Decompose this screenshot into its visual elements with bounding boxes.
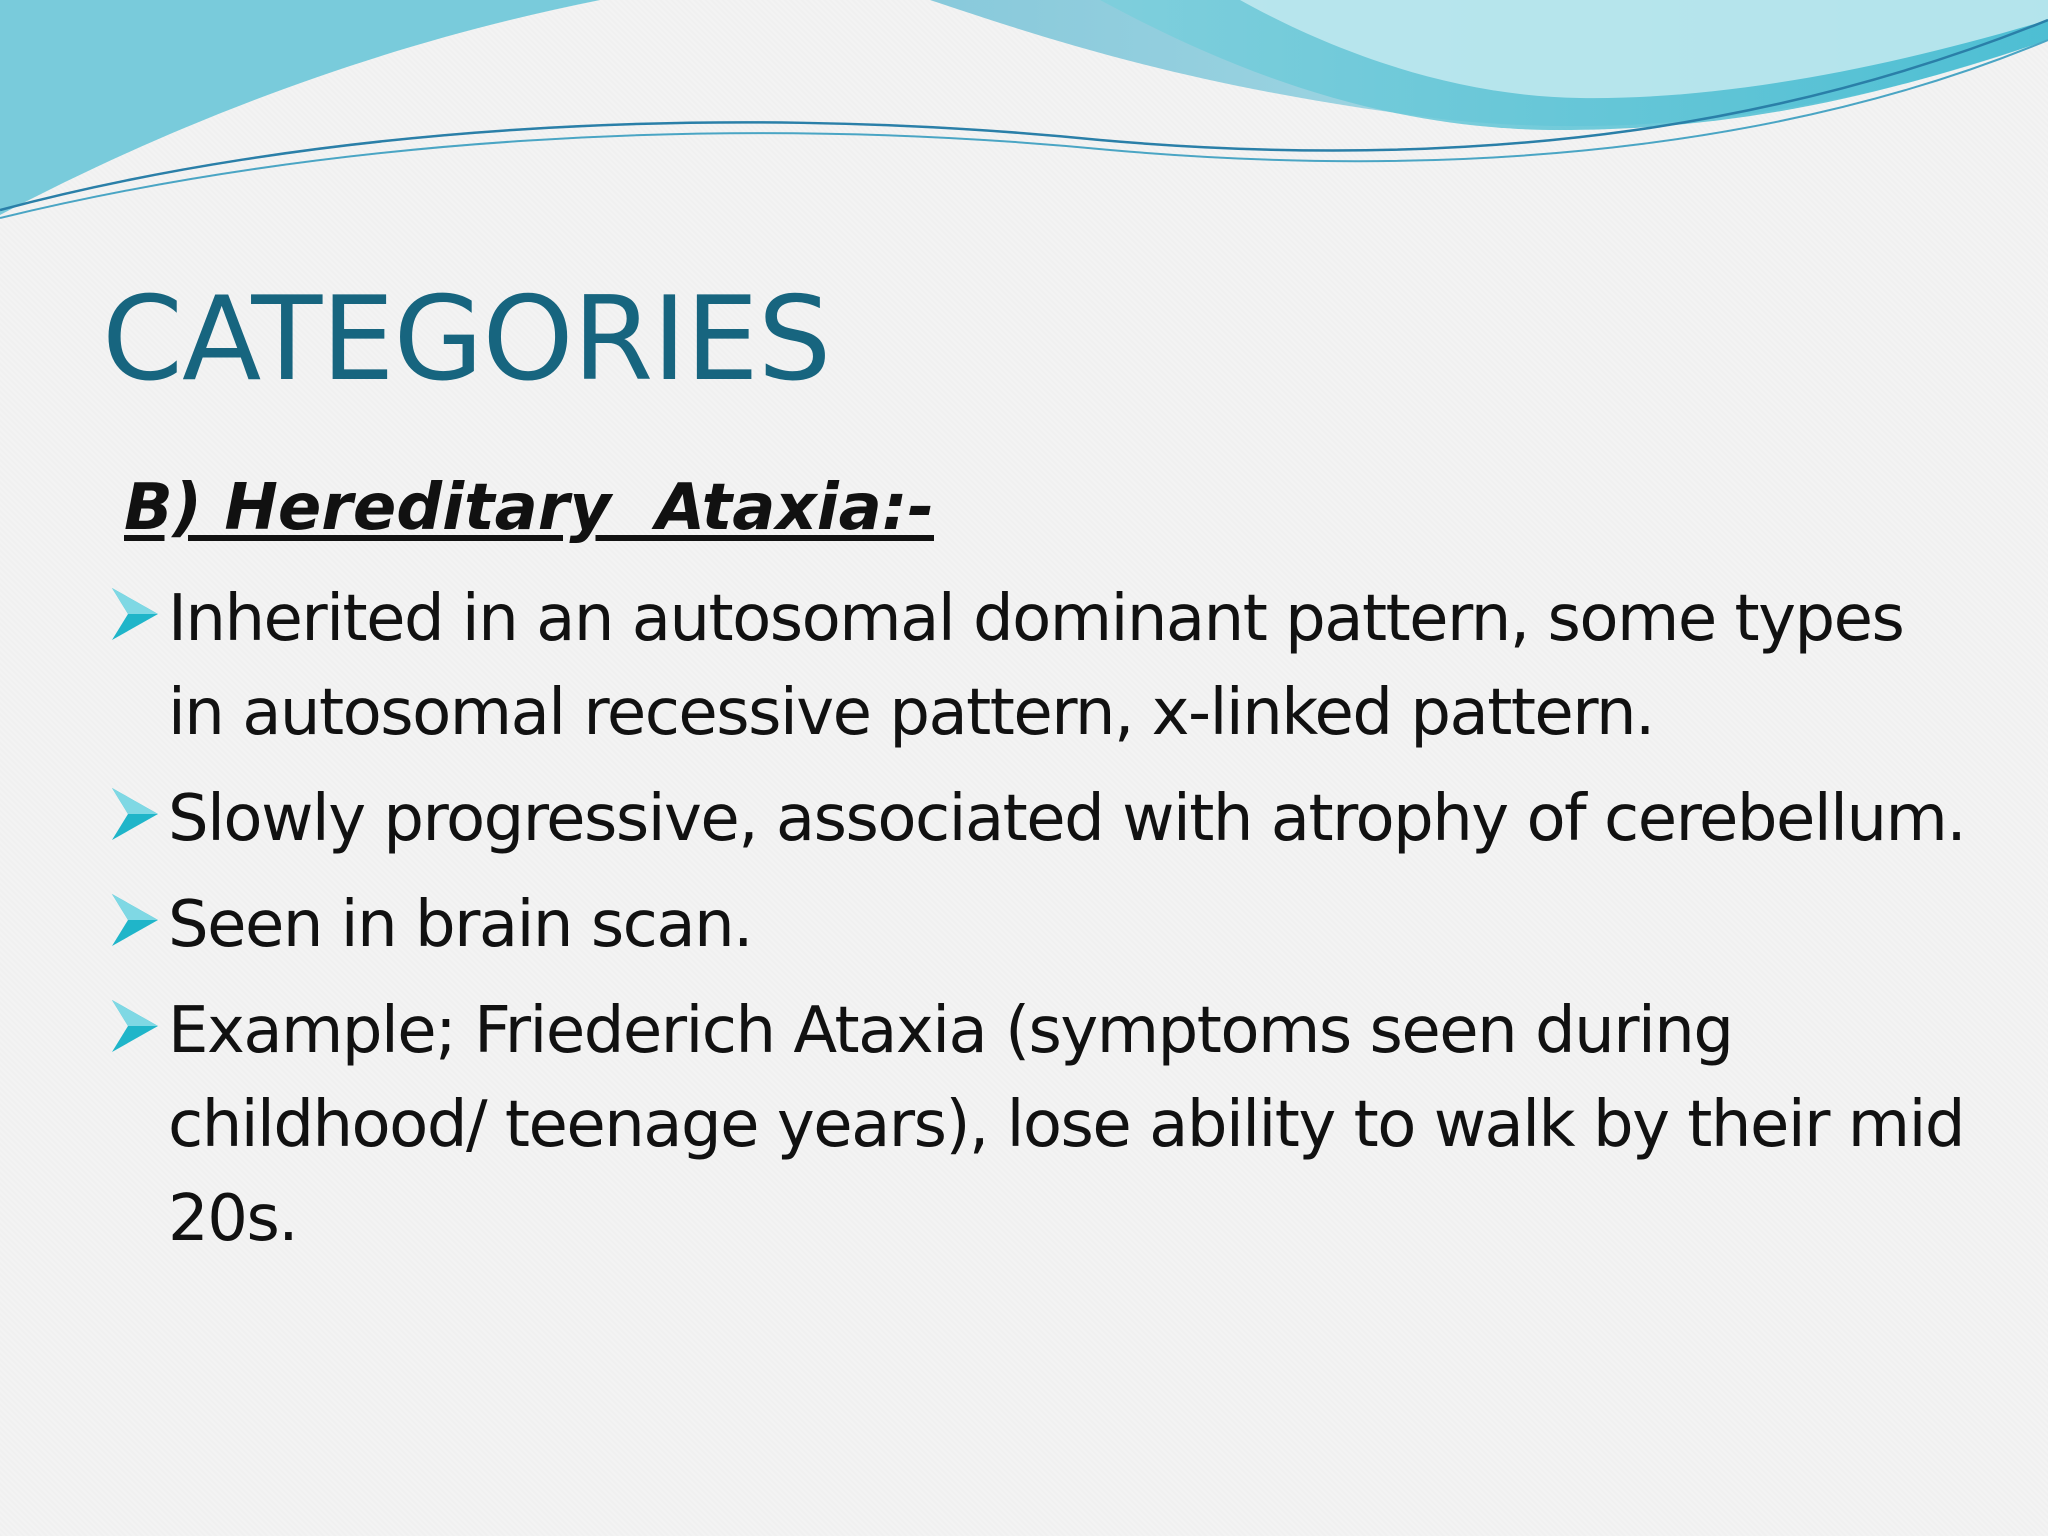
bullet-text: Example; Friederich Ataxia (symptoms seen during childhood/ teenage years), lose ability to walk by their mid 20s.: [168, 994, 1964, 1256]
arrow-bullet-icon: [110, 786, 160, 842]
arrow-bullet-icon: [110, 586, 160, 642]
bullet-text: Seen in brain scan.: [168, 888, 752, 962]
arrow-bullet-icon: [110, 998, 160, 1054]
bullet-item: [110, 984, 1970, 1266]
arrow-bullet-icon: [110, 892, 160, 948]
header-wave-decoration: [0, 0, 2048, 240]
section-subheading: B) Hereditary Ataxia:-: [124, 471, 934, 545]
slide-title: CATEGORIES: [102, 272, 831, 407]
bullet-item: [110, 878, 1970, 972]
bullet-text: Inherited in an autosomal dominant pattern, some types in autosomal recessive pattern, x-linked pattern.: [168, 582, 1904, 750]
bullet-item: [110, 772, 1970, 866]
bullet-list: [110, 572, 1970, 1278]
bullet-text: Slowly progressive, associated with atrophy of cerebellum.: [168, 782, 1966, 856]
bullet-item: [110, 572, 1970, 760]
